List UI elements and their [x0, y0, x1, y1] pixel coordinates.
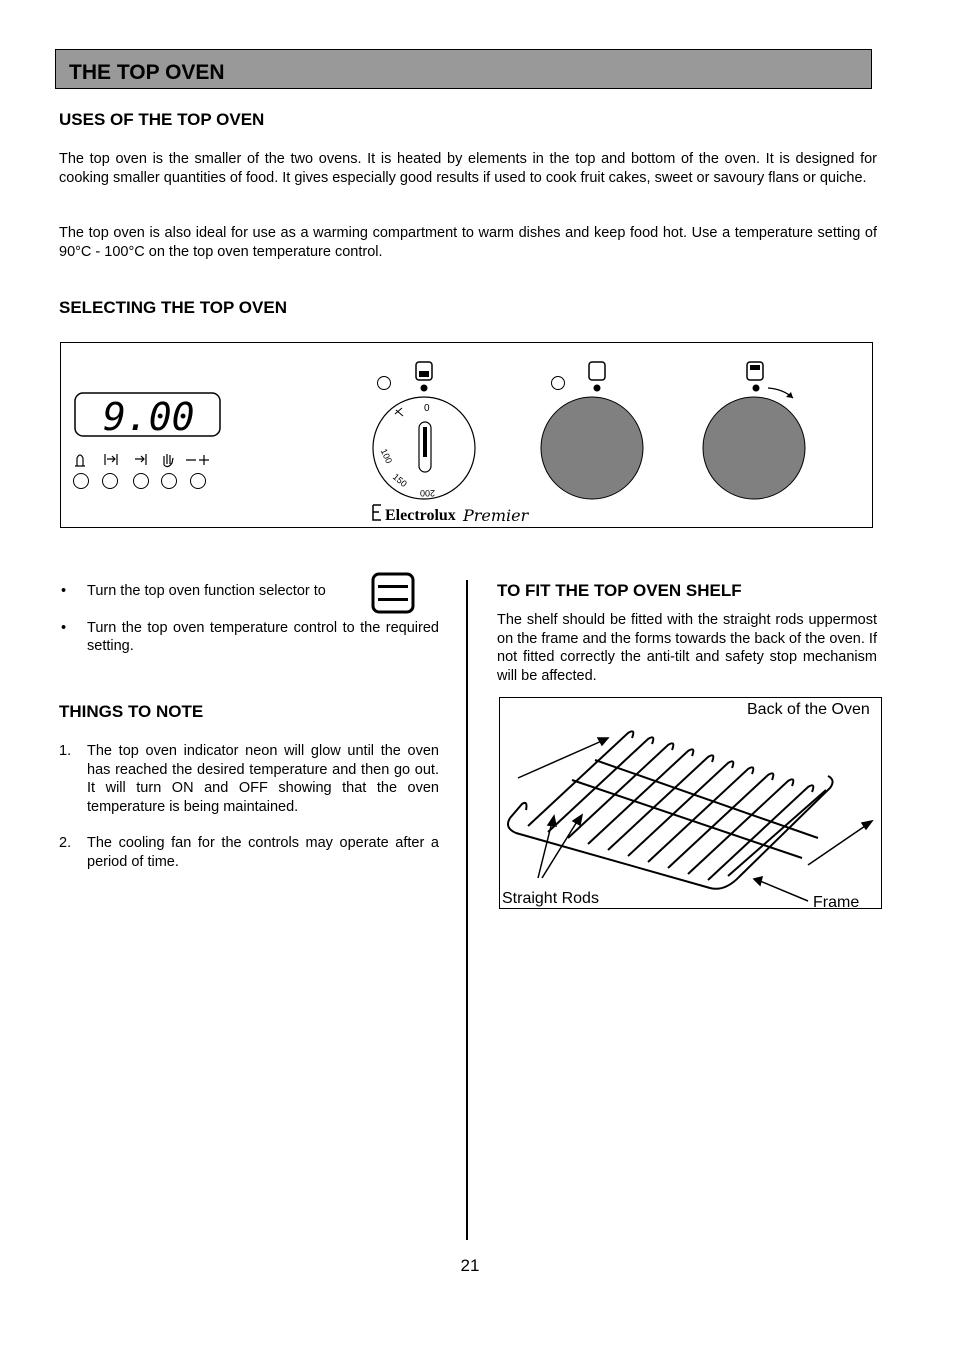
column-divider: [466, 580, 468, 1240]
timer-button-5: [191, 474, 206, 489]
back-of-oven-label: Back of the Oven: [747, 701, 870, 718]
top-oven-function-icon: [371, 572, 415, 619]
brand-name: Electrolux: [385, 507, 456, 524]
shelf-drawing: [500, 698, 880, 907]
note-text-2: The cooling fan for the controls may operate after a period of time.: [87, 835, 439, 870]
page-title: THE TOP OVEN: [69, 61, 225, 84]
notes-heading: THINGS TO NOTE: [59, 702, 204, 721]
clock-display-text: 9.00: [103, 395, 195, 439]
main-oven-dial: [541, 397, 643, 499]
note-item-1: [59, 742, 439, 816]
uses-paragraph-1: The top oven is the smaller of the two ovens. It is heated by elements in the top and bottom of the oven. It is designed for cooking smaller quantities of food. It gives especially good results if used to cook fruit cakes, sweet or savoury flans or quiche.: [59, 151, 877, 186]
instruction-2: [59, 619, 439, 656]
control-panel-illustration: [60, 342, 873, 528]
timer-button-2: [103, 474, 118, 489]
note-text-1: The top oven indicator neon will glow until the oven has reached the desired temperature and then go out. It will turn ON and OFF showing that the oven temperature is being maintained.: [87, 743, 439, 815]
electrolux-logo-icon: [373, 505, 381, 520]
note-item-2: [59, 834, 439, 871]
instruction-2-text: Turn the top oven temperature control to the required setting.: [87, 619, 439, 654]
top-oven-indicator-dot: [421, 385, 428, 392]
dial-label-100: 100: [378, 447, 395, 466]
shelf-heading: TO FIT THE TOP OVEN SHELF: [497, 581, 742, 600]
uses-paragraph-2: The top oven is also ideal for use as a warming compartment to warm dishes and keep food hot. Use a temperature setting of 90°C - 100°C on the top oven temperature control.: [59, 225, 877, 260]
timer-button-3: [134, 474, 149, 489]
dial-label-0: 0: [424, 403, 430, 414]
dial-label-150: 150: [390, 471, 409, 489]
timer-button-4: [162, 474, 177, 489]
main-oven-neon: [552, 377, 565, 390]
control-panel-drawing: [61, 343, 872, 527]
grill-indicator-dot: [753, 385, 760, 392]
shelf-diagram: [499, 697, 882, 909]
uses-heading: USES OF THE TOP OVEN: [59, 110, 265, 129]
direction-arrows: [518, 738, 872, 865]
frame-label: Frame: [813, 894, 860, 907]
end-time-icon: [135, 454, 146, 465]
top-oven-neon: [378, 377, 391, 390]
dial-label-200: 200: [419, 488, 435, 498]
cook-time-icon: [105, 454, 117, 465]
main-oven-symbol-icon: [589, 362, 605, 380]
manual-icon: [164, 454, 173, 467]
timer-button-1: [74, 474, 89, 489]
brand-script: Premier: [463, 506, 529, 525]
note-number-1: 1.: [59, 743, 72, 759]
straight-rods-label: Straight Rods: [502, 890, 599, 907]
main-oven-indicator-dot: [594, 385, 601, 392]
instruction-1-text: Turn the top oven function selector to: [87, 583, 326, 599]
shelf-paragraph: The shelf should be fitted with the straight rods uppermost on the frame and the forms towards the back of the oven. If not fitted correctly the anti-tilt and safety stop mechanism will be affected.: [497, 612, 877, 684]
grill-symbol-icon: [747, 362, 763, 380]
section-banner: [55, 49, 872, 89]
bell-icon: [75, 455, 85, 466]
note-number-2: 2.: [59, 835, 72, 851]
page-number: 21: [460, 1256, 480, 1275]
notes-list: [59, 742, 439, 871]
grill-dial: [703, 397, 805, 499]
minus-plus-icon: [186, 455, 209, 465]
selecting-heading: SELECTING THE TOP OVEN: [59, 298, 287, 317]
